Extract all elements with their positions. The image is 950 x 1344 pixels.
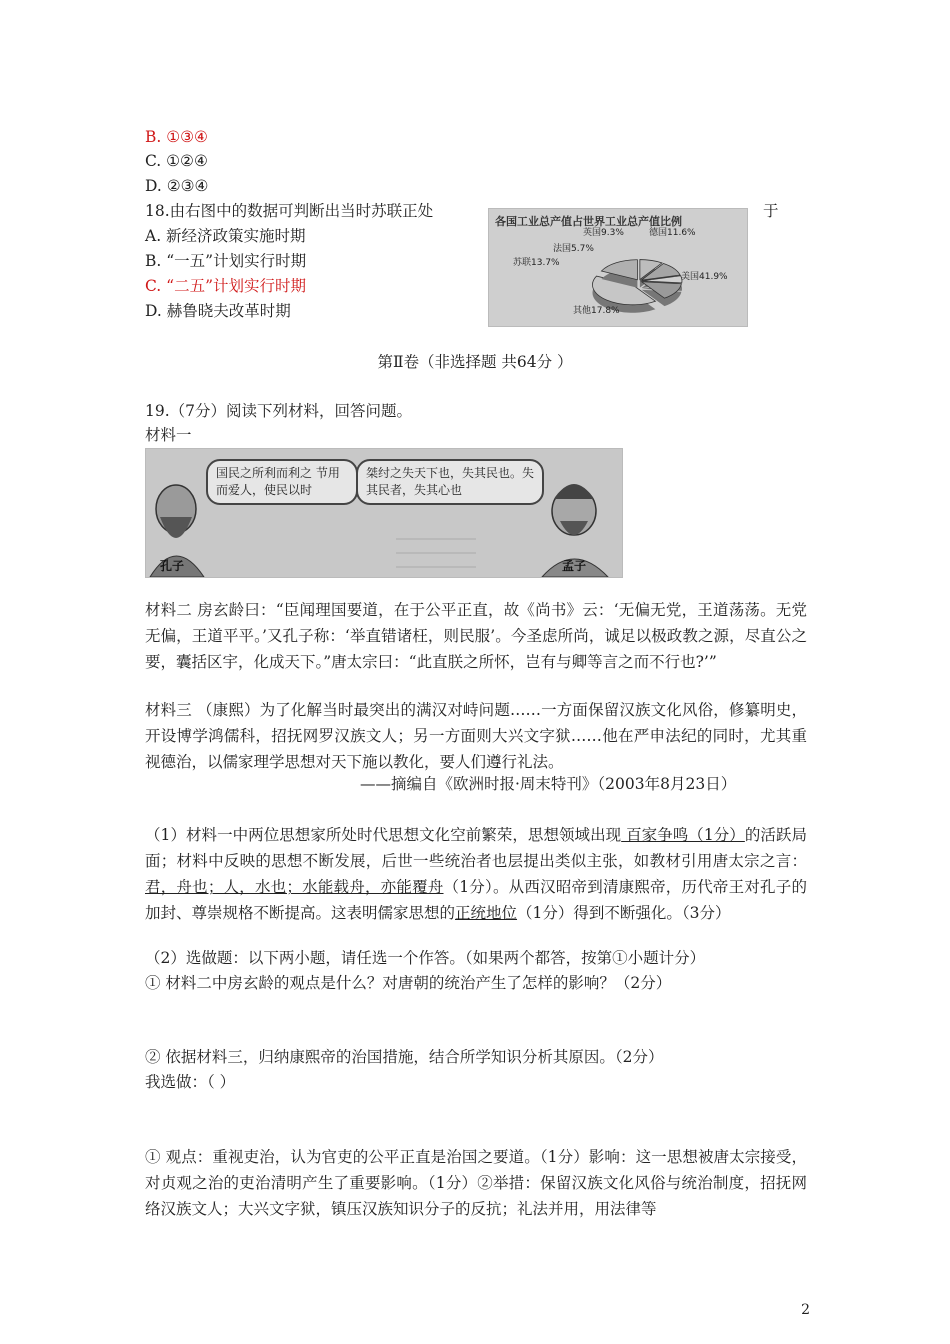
q18-option-d: D. 赫鲁晓夫改革时期: [145, 302, 291, 320]
answer-orthodox-status: 正统地位: [455, 904, 518, 922]
q19-part-2-option-2: ② 依据材料三，归纳康熙帝的治国措施，结合所学知识分析其原因。（2分）: [145, 1048, 664, 1066]
pie-chart-svg: [489, 209, 747, 326]
pie-label-英国: 英国9.3%: [583, 228, 624, 238]
pie-label-其他: 其他17.8%: [573, 306, 620, 316]
material-3: 材料三 （康熙）为了化解当时最突出的满汉对峙问题……一方面保留汉族文化风俗，修纂明史，开设博学鸿儒科，招抚网罗汉族文人；另一方面则大兴文字狱……他在严申法纪的同时，尤其重视德治，以儒家理学思想对天下施以教化，要人们遵行礼法。: [145, 701, 807, 771]
confucius-mencius-cartoon: [145, 448, 623, 578]
industrial-output-pie-chart: [488, 208, 748, 327]
material-3-source: ——摘编自《欧洲时报·周末特刊》（2003年8月23日）: [360, 775, 737, 793]
part1-text-a: （1）材料一中两位思想家所处时代思想文化空前繁荣，思想领域出现: [145, 826, 622, 844]
material-1-label: 材料一: [145, 426, 192, 444]
part1-text-b: 的活跃局面；材料中反映的思想不断发展，后世一些统治者也层提出类似主张，如教材引用唐太宗之言：: [145, 826, 807, 870]
q18-option-c: C. “二五”计划实行时期: [145, 277, 307, 295]
answer-tang-taizong-quote: 君，舟也；人，水也；水能载舟，亦能覆舟: [145, 878, 444, 896]
q17-option-c: C. ①②④: [145, 152, 208, 170]
q18-stem: 18.由右图中的数据可判断出当时苏联正处: [145, 202, 434, 220]
part1-text-d: （1分）得到不断强化。（3分）: [517, 904, 731, 922]
q17-option-d: D. ②③④: [145, 177, 209, 195]
chart-title: 各国工业总产值占世界工业总产值比例: [495, 215, 682, 228]
q19-part-2: （2）选做题：以下两小题，请任选一个作答。（如果两个都答，按第①小题计分）: [145, 949, 706, 967]
q19-answer: ① 观点：重视吏治，认为官吏的公平正直是治国之要道。（1分）影响：这一思想被唐太宗接受，对贞观之治的吏治清明产生了重要影响。（1分）②举措：保留汉族文化风俗与统治制度，招抚网络汉族文人；大兴文字狱，镇压汉族知识分子的反抗；礼法并用，用法律等: [145, 1148, 807, 1218]
mencius-name: 孟子: [562, 559, 587, 573]
q19-part-2-option-1: ① 材料二中房玄龄的观点是什么？对唐朝的统治产生了怎样的影响？（2分）: [145, 974, 672, 992]
part1-text-c: （1分）。从西汉昭帝到清康熙帝，历代帝王对孔子的加封、尊崇规格不断提高。这表明儒家思想的: [145, 878, 807, 922]
pie-label-美国: 美国41.9%: [681, 272, 728, 282]
page-number: 2: [801, 1302, 810, 1318]
material-2: 材料二 房玄龄曰：“臣闻理国要道，在于公平正直，故《尚书》云：‘无偏无党，王道荡荡。无党无偏，王道平平。’又孔子称：‘举直错诸枉，则民服’。今圣虑所尚，诚足以极政教之源，尽直公之要，囊括区宇，化成天下。”唐太宗曰：“此直朕之所怀，岂有与卿等言之而不行也?’”: [145, 601, 807, 671]
q19-stem: 19.（7分）阅读下列材料，回答问题。: [145, 402, 413, 420]
q18-option-b: B. “一五”计划实行时期: [145, 252, 307, 270]
section-2-title: 第Ⅱ卷（非选择题 共64分 ）: [377, 353, 573, 371]
q18-option-a: A. 新经济政策实施时期: [145, 227, 306, 245]
answer-bai-jia-zheng-ming: 百家争鸣（1分）: [621, 826, 745, 844]
confucius-name: 孔子: [160, 559, 185, 573]
q18-stem-tail: 于: [763, 202, 779, 220]
choice-blank: 我选做：（ ）: [145, 1073, 236, 1091]
mencius-speech-bubble: 桀纣之失天下也，失其民也。失其民者，失其心也: [356, 459, 544, 505]
q19-part-1: [145, 822, 807, 926]
q17-option-b: B. ①③④: [145, 128, 208, 146]
pie-label-苏联: 苏联13.7%: [513, 258, 560, 268]
pie-label-德国: 德国11.6%: [649, 228, 696, 238]
pie-label-法国: 法国5.7%: [553, 244, 594, 254]
confucius-speech-bubble: 国民之所利而利之 节用而爱人，使民以时: [206, 459, 358, 505]
